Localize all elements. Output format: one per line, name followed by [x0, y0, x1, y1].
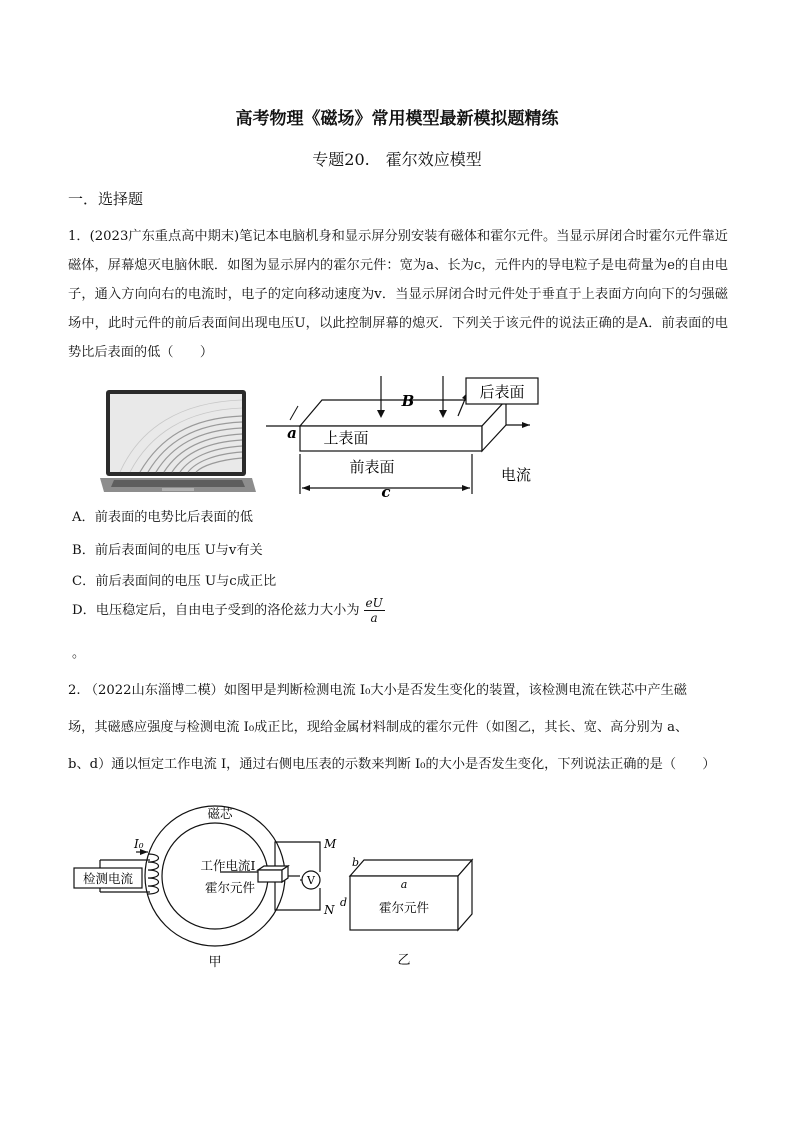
label-back-surface: 后表面	[479, 383, 525, 401]
question-2-line-3: b、d）通以恒定工作电流 I，通过右侧电压表的示数来判断 I₀的大小是否发生变化，下列说法正确的是（ ）	[68, 757, 716, 772]
label-d: d	[340, 896, 348, 909]
question-2-line-2: 场，其磁感应强度与检测电流 I₀成正比，现给金属材料制成的霍尔元件（如图乙，其长、宽、高分别为 a、	[68, 720, 689, 735]
option-c[interactable]: C．前后表面间的电压 U与c成正比	[72, 574, 277, 589]
question-1-text: 1．(2023广东重点高中期末)笔记本电脑机身和显示屏分别安装有磁体和霍尔元件。当显示屏闭合时霍尔元件靠近磁体，屏幕熄灭电脑休眠．如图为显示屏内的霍尔元件：宽为a、长为c，元件内的导电粒子是电荷量为e的自由电子，通入方向向右的电流时，电子的定向移动速度为v．当显示屏闭合时元件处于垂直于上表面方向向下的匀强磁场中，此时元件的前后表面间出现电压U，以此控制屏幕的熄灭．下列关于该元件的说法正确的是A．前表面的电势比后表面的低（ ）	[68, 229, 728, 360]
option-a[interactable]: A．前表面的电势比后表面的低	[72, 510, 253, 525]
label-n: N	[324, 903, 335, 917]
caption-jia: 甲	[208, 955, 222, 970]
question-2-line-1: 2. （2022山东淄博二模）如图甲是判断检测电流 I₀大小是否发生变化的装置，该检测电流在铁芯中产生磁	[68, 683, 687, 698]
page-subtitle: 专题20. 霍尔效应模型	[312, 150, 482, 169]
option-d-text: D．电压稳定后，自由电子受到的洛伦兹力大小为	[72, 603, 360, 618]
label-m: M	[324, 837, 337, 851]
label-current: 电流	[500, 466, 532, 484]
section-heading: 一．选择题	[68, 190, 144, 208]
figure-jia	[70, 800, 350, 972]
width-indicator	[290, 406, 298, 420]
figure-yi	[332, 846, 482, 972]
label-working-current: 工作电流I	[200, 858, 256, 873]
label-i0: I₀	[134, 837, 144, 851]
page-title: 高考物理《磁场》常用模型最新模拟题精练	[235, 109, 559, 129]
label-front-surface: 前表面	[349, 458, 395, 476]
label-hall-element: 霍尔元件	[204, 880, 256, 895]
label-b-field: B	[401, 392, 415, 410]
trailing-mark: 。	[72, 646, 86, 661]
label-width-a: a	[287, 424, 297, 442]
label-magnetic-core: 磁芯	[207, 806, 233, 821]
fraction-numerator: eU	[365, 596, 383, 610]
label-detect-current: 检测电流	[82, 871, 134, 886]
laptop-drawing	[100, 388, 256, 496]
option-d-fraction	[364, 596, 385, 625]
fraction-denominator: a	[370, 611, 378, 625]
option-b[interactable]: B．前后表面间的电压 U与v有关	[72, 543, 263, 558]
hall-element-diagram	[262, 376, 542, 506]
option-d[interactable]	[72, 596, 385, 625]
caption-yi: 乙	[397, 953, 411, 968]
label-top-surface: 上表面	[323, 429, 369, 447]
label-voltmeter: V	[307, 874, 315, 887]
label-a: a	[400, 878, 408, 891]
label-b: b	[352, 856, 360, 869]
label-length-c: c	[381, 483, 391, 501]
laptop-image	[100, 388, 256, 496]
label-hall-element-yi: 霍尔元件	[378, 900, 430, 915]
